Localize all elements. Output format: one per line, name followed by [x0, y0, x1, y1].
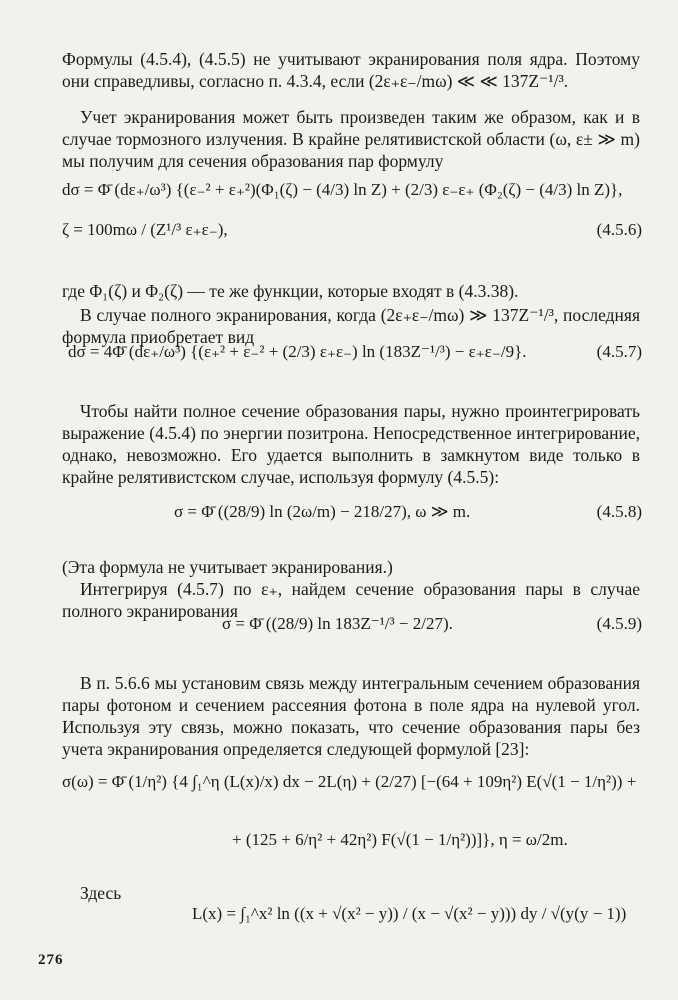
paragraph-7: Интегрируя (4.5.7) по ε₊, найдем сечение образования пары в случае полного экранирования	[62, 578, 640, 621]
equation-number: (4.5.6)	[596, 220, 642, 239]
equation-math: σ = Φ̄ ((28/9) ln (2ω/m) − 218/27), ω ≫ m.	[174, 502, 471, 521]
equation-math: σ = Φ̄ ((28/9) ln 183Z⁻¹/³ − 2/27).	[222, 614, 453, 633]
equation-math: dσ = 4Φ̄ (dε₊/ω³) {(ε₊² + ε₋² + (2/3) ε₊ε₋) ln (183Z⁻¹/³) − ε₊ε₋/9}.	[68, 342, 527, 361]
equation-math: dσ = Φ̄ (dε₊/ω³) {(ε₋² + ε₊²)(Φ₁(ζ) − (4/3) ln Z) + (2/3) ε₋ε₊ (Φ₂(ζ) − (4/3) ln Z)},	[62, 180, 623, 199]
equation-math: ζ = 100mω / (Z¹/³ ε₊ε₋),	[62, 220, 228, 239]
page-number: 276	[38, 952, 64, 968]
paragraph-6: (Эта формула не учитывает экранирования.)	[62, 556, 393, 577]
paragraph-2: Учет экранирования может быть произведен таким же образом, как и в случае тормозного излучения. В крайне релятивистской области (ω, ε± ≫ m) мы получим для сечения образования пар формулу	[62, 106, 640, 171]
equation-number: (4.5.7)	[596, 342, 642, 361]
equation-number: (4.5.9)	[596, 614, 642, 633]
paragraph-8: В п. 5.6.6 мы установим связь между интегральным сечением образования пары фотоном и сечением рассеяния фотона в поле ядра на нулевой угол. Используя эту связь, можно показать, что сечение образования пары без учета экранирования определяется следующей формулой [23]:	[62, 672, 640, 759]
paragraph-9: Здесь	[80, 882, 122, 903]
equation-math: + (125 + 6/η² + 42η²) F(√(1 − 1/η²))]}, η = ω/2m.	[232, 830, 568, 849]
equation-math: L(x) = ∫₁^x² ln ((x + √(x² − y)) / (x − √(x² − y))) dy / √(y(y − 1))	[192, 904, 627, 923]
paragraph-5: Чтобы найти полное сечение образования пары, нужно проинтегрировать выражение (4.5.4) по энергии позитрона. Непосредственное интегрирование, однако, невозможно. Его удается выполнить в замкнутом виде только в крайне релятивистском случае, используя формулу (4.5.5):	[62, 400, 640, 487]
paragraph-1: Формулы (4.5.4), (4.5.5) не учитывают экранирования поля ядра. Поэтому они справедливы, согласно п. 4.3.4, если (2ε₊ε₋/mω) ≪ ≪ 137Z⁻¹/³.	[62, 48, 640, 91]
equation-math: σ(ω) = Φ̄ (1/η²) {4 ∫₁^η (L(x)/x) dx − 2L(η) + (2/27) [−(64 + 109η²) E(√(1 − 1/η²)) +	[62, 772, 637, 791]
equation-number: (4.5.8)	[596, 502, 642, 521]
paragraph-3: где Φ₁(ζ) и Φ₂(ζ) — те же функции, которые входят в (4.3.38).	[62, 280, 519, 301]
paragraph-4: В случае полного экранирования, когда (2ε₊ε₋/mω) ≫ 137Z⁻¹/³, последняя формула приобретает вид	[62, 304, 640, 347]
